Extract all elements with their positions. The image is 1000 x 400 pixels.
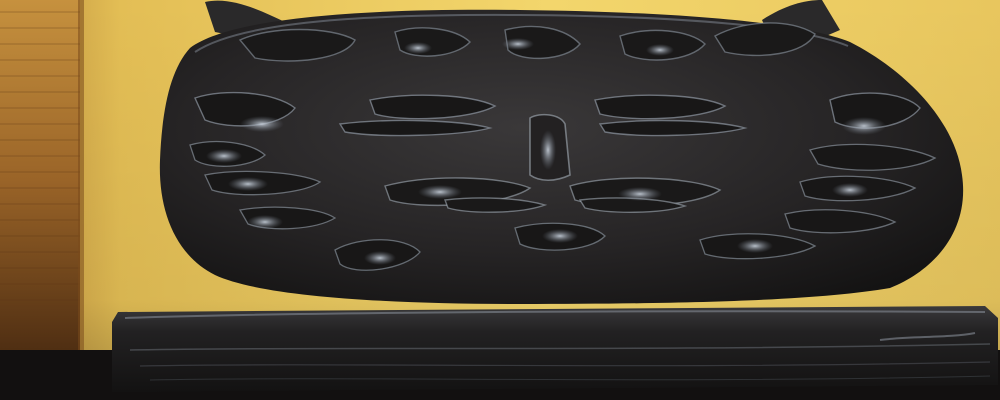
left-wood-panel (0, 0, 84, 400)
cat-face-sculpture (160, 0, 963, 304)
sculpture-base (112, 306, 998, 392)
